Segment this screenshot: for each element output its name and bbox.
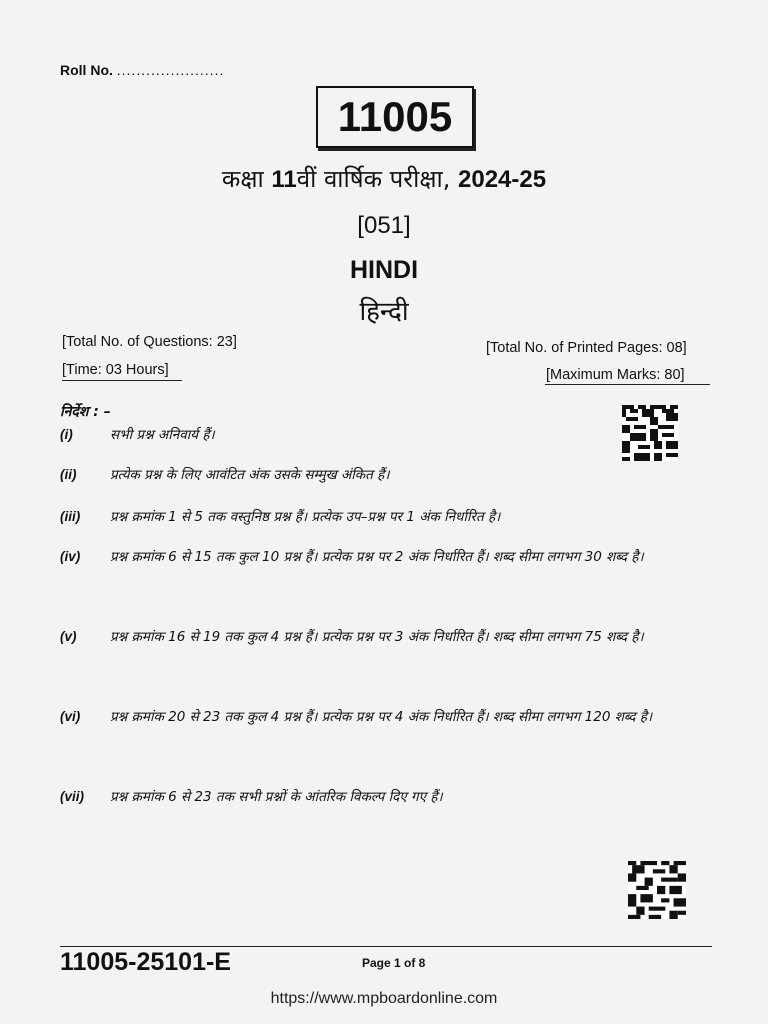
exam-title-pre: कक्षा [221,165,272,193]
paper-number-box [316,86,474,148]
exam-title-mid: वीं वार्षिक परीक्षा, [296,165,459,193]
instruction-number: (i) [60,427,73,442]
instruction-text: प्रश्न क्रमांक 1 से 5 तक वस्तुनिष्ठ प्रश्न हैं। प्रत्येक उप–प्रश्न पर 1 अंक निर्धारित है। [110,509,501,525]
instructions-heading: निर्देश : – [60,404,111,420]
qr-code-icon [628,860,686,920]
paper-number: 11005 [337,93,453,140]
instruction-number: (v) [60,629,77,644]
roll-dots: ...................... [116,62,225,78]
divider [62,380,182,381]
instruction-text: प्रत्येक प्रश्न के लिए आवंटित अंक उसके सम्मुख अंकित हैं। [110,467,390,483]
instruction-text: प्रश्न क्रमांक 16 से 19 तक कुल 4 प्रश्न हैं। प्रत्येक प्रश्न पर 3 अंक निर्धारित हैं। शब्द सीमा लगभग 75 शब्द है। [110,629,644,645]
exam-class-number: 11 [271,166,297,193]
page-number: Page 1 of 8 [362,956,426,970]
instruction-number: (vii) [60,789,85,804]
roll-number-field [60,62,224,78]
source-url[interactable]: https://www.mpboardonline.com [270,990,498,1007]
exam-year: 2024-25 [458,166,547,193]
instruction-number: (iii) [60,509,81,524]
instruction-text: प्रश्न क्रमांक 6 से 15 तक कुल 10 प्रश्न हैं। प्रत्येक प्रश्न पर 2 अंक निर्धारित हैं। शब्द सीमा लगभग 30 शब्द है। [110,549,644,565]
paper-code: 11005-25101-E [60,948,231,976]
subject-code: [051] [357,212,411,239]
exam-time: [Time: 03 Hours] [62,362,169,378]
instruction-number: (ii) [60,467,77,482]
divider [545,384,710,385]
exam-title [0,162,768,195]
qr-code-icon [622,405,678,461]
roll-label: Roll No. [60,62,113,78]
total-pages: [Total No. of Printed Pages: 08] [486,340,687,356]
instruction-text: प्रश्न क्रमांक 6 से 23 तक सभी प्रश्नों के आंतरिक विकल्प दिए गए हैं। [110,789,443,805]
total-questions: [Total No. of Questions: 23] [62,334,237,350]
footer-divider [60,946,712,947]
instruction-text: प्रश्न क्रमांक 20 से 23 तक कुल 4 प्रश्न हैं। प्रत्येक प्रश्न पर 4 अंक निर्धारित हैं। शब्द सीमा लगभग 120 शब्द है। [110,709,653,725]
instruction-number: (vi) [60,709,81,724]
subject-hindi: हिन्दी [359,297,409,327]
instruction-number: (iv) [60,549,81,564]
instruction-text: सभी प्रश्न अनिवार्य हैं। [110,427,215,443]
maximum-marks: [Maximum Marks: 80] [546,367,685,383]
subject-english: HINDI [349,256,419,284]
